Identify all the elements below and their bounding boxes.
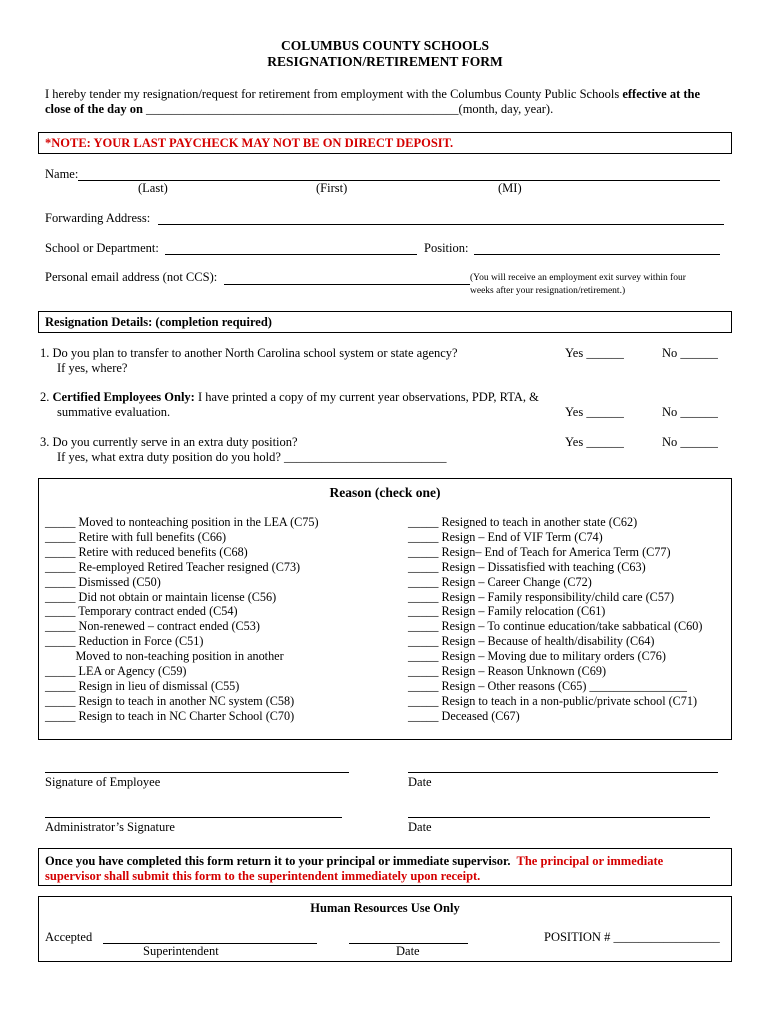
q1-yes[interactable]: Yes ______: [565, 346, 624, 360]
employee-signature-field[interactable]: [45, 772, 349, 773]
name-last-label: (Last): [138, 181, 168, 195]
school-label: School or Department:: [45, 241, 159, 255]
reason-option[interactable]: _____ Resign in lieu of dismissal (C55): [45, 678, 240, 693]
intro-close-of-day: close of the day on: [45, 102, 143, 116]
school-field[interactable]: [165, 254, 417, 255]
email-note-line1: (You will receive an employment exit survey within four: [470, 273, 686, 283]
hr-accepted-label: Accepted: [45, 930, 93, 944]
question-1: 1. Do you plan to transfer to another North Carolina school system or state agency?: [40, 346, 458, 360]
q2-number: 2.: [40, 390, 53, 404]
reason-option[interactable]: _____ Resign to teach in a non-public/private school (C71): [408, 693, 698, 708]
email-field[interactable]: [224, 284, 470, 285]
administrator-signature-field[interactable]: [45, 817, 342, 818]
intro-line2: [45, 102, 553, 117]
instructions-supervisor: The principal or immediate: [516, 854, 664, 868]
question-1-followup: If yes, where?: [57, 361, 128, 375]
details-header: Resignation Details: (completion required): [45, 315, 272, 329]
reason-option[interactable]: _____ Resign to teach in another NC system (C58): [45, 693, 295, 708]
reason-list-left: [45, 515, 319, 724]
reason-option[interactable]: _____ Resign – To continue education/take sabbatical (C60): [408, 619, 703, 634]
reason-option[interactable]: _____ Reduction in Force (C51): [45, 634, 204, 649]
instructions-line2: supervisor shall submit this form to the superintendent immediately upon receipt.: [45, 869, 481, 883]
intro-text: I hereby tender my resignation/request for retirement from employment with the Columbus County Public Schools: [45, 87, 623, 101]
hr-box: [38, 896, 732, 962]
date-format-hint: (month, day, year).: [458, 102, 554, 116]
name-label: Name:: [45, 167, 79, 181]
hr-date-label: Date: [396, 944, 420, 958]
question-2: [40, 390, 539, 405]
q3-yes[interactable]: Yes ______: [565, 435, 624, 449]
q1-no[interactable]: No ______: [662, 346, 718, 360]
forwarding-address-label: Forwarding Address:: [45, 211, 151, 225]
form-title-line2: RESIGNATION/RETIREMENT FORM: [267, 54, 503, 69]
instructions-return: Once you have completed this form return it to your principal or immediate supervisor.: [45, 854, 511, 868]
reason-option[interactable]: _____ Resign – Because of health/disability (C64): [408, 634, 655, 649]
reason-option-text: Moved to non-teaching position in another: [45, 649, 284, 664]
intro-line1: [45, 87, 700, 102]
q2-certified: Certified Employees Only:: [52, 390, 195, 404]
question-2-cont: summative evaluation.: [57, 405, 171, 419]
details-header-box: [38, 311, 732, 333]
q2-yes[interactable]: Yes ______: [565, 405, 624, 419]
effective-date-field[interactable]: __________________________________________________: [142, 102, 459, 116]
direct-deposit-note: *NOTE: YOUR LAST PAYCHECK MAY NOT BE ON DIRECT DEPOSIT.: [45, 136, 454, 150]
reason-option[interactable]: _____ Resign – End of VIF Term (C74): [408, 529, 603, 544]
instructions-line1: [45, 854, 663, 869]
intro-effective: effective at the: [622, 87, 701, 101]
note-box: [38, 132, 732, 154]
reason-option[interactable]: _____ Resign – Family relocation (C61): [408, 604, 606, 619]
reason-option[interactable]: _____ Resign – Career Change (C72): [408, 574, 592, 589]
name-field[interactable]: [78, 180, 720, 181]
reason-option[interactable]: _____ Retire with full benefits (C66): [45, 529, 227, 544]
position-label: Position:: [424, 241, 469, 255]
question-3-followup: If yes, what extra duty position do you hold? __________________________: [57, 450, 447, 464]
reason-option[interactable]: _____ Resigned to teach in another state (C62): [408, 515, 638, 529]
reason-option[interactable]: _____ LEA or Agency (C59): [45, 664, 187, 679]
reason-option[interactable]: _____ Resign– End of Teach for America Term (C77): [408, 544, 671, 559]
q3-no[interactable]: No ______: [662, 435, 718, 449]
instructions-box: [38, 848, 732, 886]
reason-title: Reason (check one): [329, 485, 441, 500]
administrator-date-label: Date: [408, 820, 432, 834]
reason-list-right: [408, 515, 702, 724]
reason-option[interactable]: _____ Resign to teach in NC Charter School (C70): [45, 708, 295, 723]
employee-date-label: Date: [408, 775, 432, 789]
reason-option[interactable]: _____ Retire with reduced benefits (C68): [45, 544, 248, 559]
email-label: Personal email address (not CCS):: [45, 270, 218, 284]
reason-option[interactable]: _____ Resign – Other reasons (C65) ________________: [408, 678, 687, 693]
administrator-date-field[interactable]: [408, 817, 710, 818]
reason-option[interactable]: _____ Moved to nonteaching position in the LEA (C75): [45, 515, 319, 529]
question-3: 3. Do you currently serve in an extra duty position?: [40, 435, 298, 449]
reason-option[interactable]: _____ Resign – Dissatisfied with teaching (C63): [408, 559, 646, 574]
email-note-line2: weeks after your resignation/retirement.): [470, 286, 626, 296]
name-first-label: (First): [316, 181, 348, 195]
form-title-line1: COLUMBUS COUNTY SCHOOLS: [280, 38, 490, 53]
q2-text: I have printed a copy of my current year observations, PDP, RTA, &: [194, 390, 539, 404]
reason-option[interactable]: _____ Deceased (C67): [408, 708, 520, 723]
position-field[interactable]: [474, 254, 720, 255]
employee-signature-label: Signature of Employee: [45, 775, 161, 789]
reason-option[interactable]: _____ Resign – Reason Unknown (C69): [408, 664, 607, 679]
reason-option[interactable]: _____ Temporary contract ended (C54): [45, 604, 238, 619]
hr-position-field[interactable]: POSITION # _________________: [544, 930, 720, 944]
reason-option[interactable]: _____ Re-employed Retired Teacher resigned (C73): [45, 559, 301, 574]
employee-date-field[interactable]: [408, 772, 718, 773]
reason-option[interactable]: _____ Resign – Family responsibility/child care (C57): [408, 589, 675, 604]
reason-option[interactable]: _____ Dismissed (C50): [45, 574, 161, 589]
hr-title: Human Resources Use Only: [310, 901, 460, 915]
reason-option[interactable]: _____ Resign – Moving due to military orders (C76): [408, 649, 666, 664]
q2-no[interactable]: No ______: [662, 405, 718, 419]
reason-option[interactable]: _____ Non-renewed – contract ended (C53): [45, 619, 260, 634]
name-mi-label: (MI): [498, 181, 522, 195]
forwarding-address-field[interactable]: [158, 224, 724, 225]
reason-option[interactable]: _____ Did not obtain or maintain license (C56): [45, 589, 277, 604]
administrator-signature-label: Administrator’s Signature: [45, 820, 175, 834]
hr-superintendent-label: Superintendent: [143, 944, 219, 958]
